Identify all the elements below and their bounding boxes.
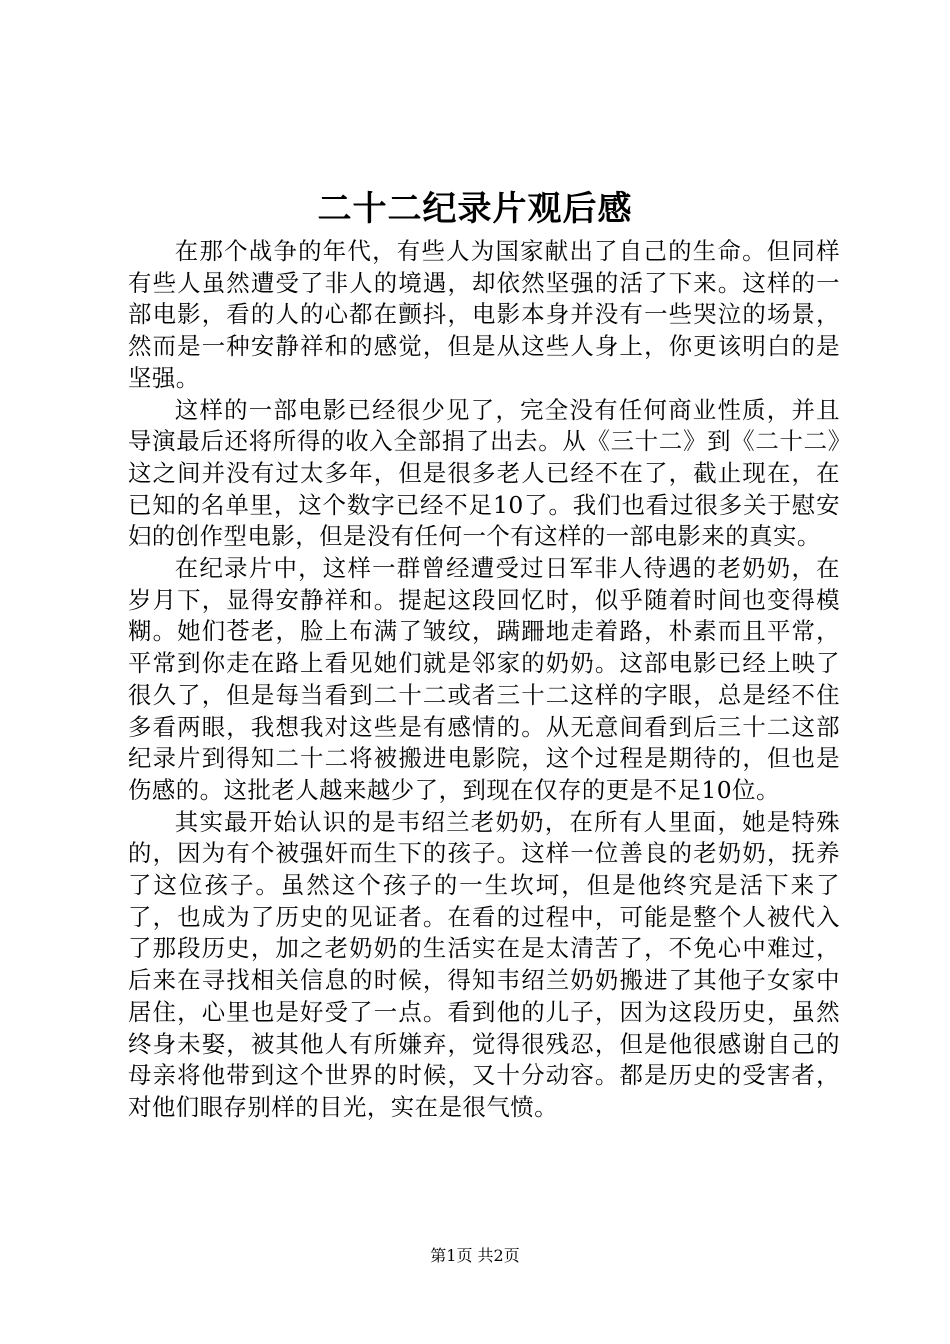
document-body <box>128 236 840 1124</box>
paragraph-3: 在纪录片中，这样一群曾经遭受过日军非人待遇的老奶奶，在岁月下，显得安静祥和。提起这段回忆时，似乎随着时间也变得模糊。她们苍老，脸上布满了皱纹，蹒跚地走着路，朴素而且平常，平常到你走在路上看见她们就是邻家的奶奶。这部电影已经上映了很久了，但是每当看到二十二或者三十二这样的字眼，总是经不住多看两眼，我想我对这些是有感情的。从无意间看到后三十二这部纪录片到得知二十二将被搬进电影院，这个过程是期待的，但也是伤感的。这批老人越来越少了，到现在仅存的更是不足10位。 <box>128 554 840 804</box>
paragraph-2: 这样的一部电影已经很少见了，完全没有任何商业性质，并且导演最后还将所得的收入全部捐了出去。从《三十二》到《二十二》这之间并没有过太多年，但是很多老人已经不在了，截止现在，在已知的名单里，这个数字已经不足10了。我们也看过很多关于慰安妇的创作型电影，但是没有任何一个有这样的一部电影来的真实。 <box>128 395 840 551</box>
document-title: 二十二纪录片观后感 <box>317 189 633 229</box>
page-number-footer: 第1页 共2页 <box>430 1246 520 1265</box>
paragraph-4: 其实最开始认识的是韦绍兰老奶奶，在所有人里面，她是特殊的，因为有个被强奸而生下的孩子。这样一位善良的老奶奶，抚养了这位孩子。虽然这个孩子的一生坎坷，但是他终究是活下来了了，也成为了历史的见证者。在看的过程中，可能是整个人被代入了那段历史，加之老奶奶的生活实在是太清苦了，不免心中难过，后来在寻找相关信息的时候，得知韦绍兰奶奶搬进了其他子女家中居住，心里也是好受了一点。看到他的儿子，因为这段历史，虽然终身未娶，被其他人有所嫌弃，觉得很残忍，但是他很感谢自己的母亲将他带到这个世界的时候，又十分动容。都是历史的受害者，对他们眼存别样的目光，实在是很气愤。 <box>128 807 840 1121</box>
paragraph-1: 在那个战争的年代，有些人为国家献出了自己的生命。但同样有些人虽然遭受了非人的境遇，却依然坚强的活了下来。这样的一部电影，看的人的心都在颤抖，电影本身并没有一些哭泣的场景，然而是一种安静祥和的感觉，但是从这些人身上，你更该明白的是坚强。 <box>128 237 840 392</box>
